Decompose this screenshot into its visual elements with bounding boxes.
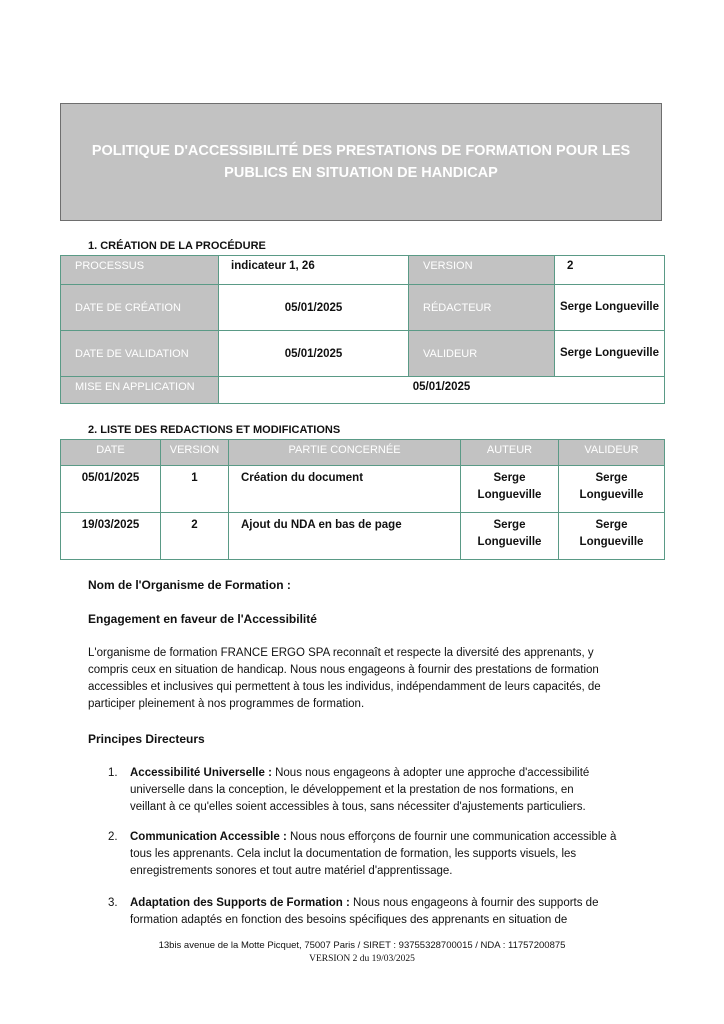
- principle-text: tous les apprenants. Cela inclut la documentation de formation, les supports visuels, les: [130, 848, 577, 860]
- date-validation-label: DATE DE VALIDATION: [61, 331, 219, 377]
- title-line-1: POLITIQUE D'ACCESSIBILITÉ DES PRESTATIONS DE FORMATION POUR LES: [91, 143, 631, 159]
- engagement-heading: Engagement en faveur de l'Accessibilité: [88, 612, 317, 626]
- principle-item: [108, 765, 644, 816]
- principle-item: [108, 895, 644, 929]
- version-label: VERSION: [409, 256, 555, 285]
- redacteur-label: RÉDACTEUR: [409, 285, 555, 331]
- mise-application-label: MISE EN APPLICATION: [61, 377, 219, 404]
- col-header-auteur: AUTEUR: [461, 440, 559, 466]
- valideur-value: Serge Longueville: [555, 331, 665, 377]
- principle-title: Accessibilité Universelle :: [130, 767, 272, 779]
- principes-heading: Principes Directeurs: [88, 732, 205, 746]
- principle-text: universelle dans la conception, le développement et la prestation de nos formations, en: [130, 784, 574, 796]
- date-creation-value: 05/01/2025: [219, 285, 409, 331]
- engagement-paragraph: [88, 645, 601, 713]
- principle-text: Nous nous engageons à fournir des supports de: [349, 897, 599, 909]
- row-valideur: Serge Longueville: [559, 466, 665, 513]
- col-header-valideur: VALIDEUR: [559, 440, 665, 466]
- footer-version: VERSION 2 du 19/03/2025: [309, 954, 415, 964]
- principle-text: formation adaptés en fonction des besoins spécifiques des apprenants en situation de: [130, 914, 568, 926]
- title-line-2: PUBLICS EN SITUATION DE HANDICAP: [224, 165, 498, 181]
- row-auteur: Serge Longueville: [461, 513, 559, 560]
- engagement-line: L'organisme de formation FRANCE ERGO SPA reconnaît et respecte la diversité des apprenants, y: [88, 647, 594, 659]
- principle-number: 2.: [108, 831, 118, 843]
- processus-label: PROCESSUS: [61, 256, 219, 285]
- table-row: [61, 513, 665, 560]
- principle-text: veillant à ce qu'elles soient accessibles à tous, sans nécessiter d'ajustements particuliers.: [130, 801, 586, 813]
- processus-value: indicateur 1, 26: [219, 256, 409, 285]
- modifications-table: [60, 439, 665, 560]
- row-partie: Ajout du NDA en bas de page: [229, 513, 461, 560]
- redacteur-value: Serge Longueville: [555, 285, 665, 331]
- date-validation-value: 05/01/2025: [219, 331, 409, 377]
- principle-number: 3.: [108, 897, 118, 909]
- engagement-line: compris ceux en situation de handicap. Nous nous engageons à fournir des prestations de formation: [88, 664, 599, 676]
- date-creation-label: DATE DE CRÉATION: [61, 285, 219, 331]
- table-row: [61, 466, 665, 513]
- section1-heading: 1. CRÉATION DE LA PROCÉDURE: [88, 240, 266, 252]
- row-valideur: Serge Longueville: [559, 513, 665, 560]
- valideur-label: VALIDEUR: [409, 331, 555, 377]
- principle-title: Communication Accessible :: [130, 831, 287, 843]
- creation-table: [60, 255, 665, 404]
- row-date: 19/03/2025: [61, 513, 161, 560]
- principle-text: Nous nous engageons à adopter une approche d'accessibilité: [271, 767, 590, 779]
- organisme-heading: Nom de l'Organisme de Formation :: [88, 578, 291, 592]
- footer-address: 13bis avenue de la Motte Picquet, 75007 Paris / SIRET : 93755328700015 / NDA : 11757200875: [158, 940, 566, 951]
- row-version: 1: [161, 466, 229, 513]
- engagement-line: participer pleinement à nos programmes de formation.: [88, 698, 365, 710]
- section2-heading: 2. LISTE DES REDACTIONS ET MODIFICATIONS: [88, 424, 341, 436]
- version-value: 2: [555, 256, 665, 285]
- col-header-date: DATE: [61, 440, 161, 466]
- row-date: 05/01/2025: [61, 466, 161, 513]
- col-header-partie: PARTIE CONCERNÉE: [229, 440, 461, 466]
- principle-text: enregistrements sonores et tout autre matériel d'apprentissage.: [130, 865, 453, 877]
- mise-application-value: 05/01/2025: [219, 377, 665, 404]
- row-partie: Création du document: [229, 466, 461, 513]
- principle-title: Adaptation des Supports de Formation :: [130, 897, 350, 909]
- row-auteur: Serge Longueville: [461, 466, 559, 513]
- col-header-version: VERSION: [161, 440, 229, 466]
- principle-item: [108, 829, 644, 880]
- row-version: 2: [161, 513, 229, 560]
- engagement-line: accessibles et inclusives qui permettent à tous les individus, indépendamment de leurs capacités, de: [88, 681, 601, 693]
- document-title-box: [60, 103, 662, 221]
- principle-number: 1.: [108, 767, 118, 779]
- principle-text: Nous nous efforçons de fournir une communication accessible à: [286, 831, 617, 843]
